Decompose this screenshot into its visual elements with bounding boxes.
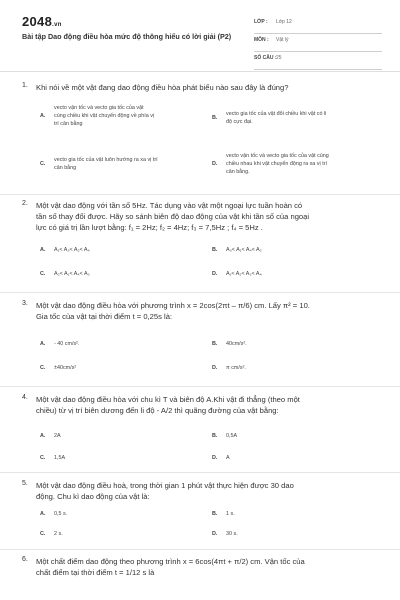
option-text: 0,5A — [226, 433, 238, 439]
option-letter: D. — [212, 531, 218, 537]
option-letter: A. — [40, 341, 46, 347]
option-text: vecto gia tốc của vật đổi chiều khi vật có li độ cực đại. — [226, 111, 327, 125]
option-text: 0,5 s. — [54, 511, 68, 517]
option-letter: A. — [40, 511, 46, 517]
meta-value: Vật lý — [276, 37, 289, 43]
option-text: π cm/s². — [226, 365, 246, 371]
option-letter: C. — [40, 271, 46, 277]
option-letter: A. — [40, 433, 46, 439]
option-text: A₂< A₁< A₄< A₃ — [54, 271, 90, 277]
header-divider — [0, 71, 400, 72]
question-6 — [22, 556, 382, 586]
question-divider — [0, 549, 400, 550]
question-5 — [22, 480, 382, 550]
meta-row-class — [254, 16, 382, 34]
question-number: 6. — [22, 556, 28, 563]
option-text: 2A — [54, 433, 61, 439]
site-logo[interactable]: 2048.vn — [22, 14, 62, 29]
option-text: A — [226, 455, 230, 461]
option-letter: B. — [212, 341, 218, 347]
option-letter: A. — [40, 113, 46, 119]
option-letter: B. — [212, 247, 218, 253]
document-meta — [254, 16, 382, 70]
option-text: vecto vận tốc và vecto gia tốc của vật cùng chiều khi vật chuyển động về phía vị trí cân bằng — [54, 105, 155, 127]
question-1 — [22, 82, 382, 192]
question-text: Một vật dao động điều hòa với chu kì T và biên độ A.Khi vật đi thẳng (theo một chiều) từ vị trí biên dương đến li độ - A/2 thì quãng đường của vật bằng: — [36, 395, 300, 415]
question-4 — [22, 394, 382, 476]
question-text: Một vật dao động điều hoà, trong thời gian 1 phút vật thực hiện được 30 dao động. Chu kì dao động của vật là: — [36, 481, 294, 501]
option-letter: D. — [212, 161, 218, 167]
question-text: Một vật dao động điều hòa với phương trình x = 2cos(2πt – π/6) cm. Lấy π² = 10. Gia tốc của vật tại thời điểm t = 0,25s là: — [36, 301, 310, 321]
meta-row-subject — [254, 34, 382, 52]
question-text: Khi nói về một vật đang dao động điều hòa phát biểu nào sau đây là đúng? — [36, 83, 289, 92]
question-number: 2. — [22, 200, 28, 207]
question-text: Một vật dao động với tần số 5Hz. Tác dụng vào vật một ngoại lực tuần hoàn có tần số thay đổi được. Hãy so sánh biên độ dao động của vật khi tần số của ngoại lực có giá trị lần lượt bằng: f₁ = 2Hz; f₂ = 4Hz; f₃ = 7,5Hz ; f₄ = 5Hz . — [36, 201, 310, 232]
option-text: 1 s. — [226, 511, 235, 517]
option-text: 2 s. — [54, 531, 63, 537]
question-2 — [22, 200, 382, 288]
question-divider — [0, 292, 400, 293]
meta-key: SỐ CÂU : — [254, 55, 277, 61]
option-text: vecto gia tốc của vật luôn hướng ra xa vị trí cân bằng — [54, 157, 158, 171]
document-title: Bài tập Dao động điều hòa mức độ thông hiểu có lời giải (P2) — [22, 32, 232, 41]
option-text: 40cm/s². — [226, 341, 247, 347]
question-divider — [0, 194, 400, 195]
question-number: 1. — [22, 82, 28, 89]
meta-key: LỚP : — [254, 19, 268, 25]
question-3 — [22, 300, 382, 382]
question-text: Một chất điểm dao động theo phương trình x = 6cos(4πt + π/2) cm. Vận tốc của chất điểm tại thời điểm t = 1/12 s là — [36, 557, 305, 577]
option-letter: C. — [40, 161, 46, 167]
question-divider — [0, 472, 400, 473]
option-letter: C. — [40, 531, 46, 537]
option-text: 1,5A — [54, 455, 66, 461]
meta-key: MÔN : — [254, 37, 269, 43]
option-letter: B. — [212, 433, 218, 439]
option-letter: D. — [212, 365, 218, 371]
option-text: 30 s. — [226, 531, 238, 537]
option-text: A₁< A₃< A₂< A₄ — [54, 247, 90, 253]
option-text: - 40 cm/s². — [54, 341, 80, 347]
option-text: ±40cm/s² — [54, 365, 77, 371]
option-text: A₃< A₁< A₄< A₂ — [226, 247, 262, 253]
question-number: 4. — [22, 394, 28, 401]
option-letter: D. — [212, 455, 218, 461]
option-text: vecto vận tốc và vecto gia tốc của vật cùng chiều nhau khi vật chuyển động ra xa vị trí cân bằng. — [226, 153, 329, 175]
option-letter: A. — [40, 247, 46, 253]
option-text: A₁< A₂< A₃< A₄ — [226, 271, 262, 277]
question-number: 5. — [22, 480, 28, 487]
meta-row-count — [254, 52, 382, 70]
option-letter: C. — [40, 455, 46, 461]
meta-value: Lớp 12 — [276, 19, 292, 25]
meta-value: 25 — [276, 55, 282, 61]
option-letter: B. — [212, 115, 218, 121]
option-letter: C. — [40, 365, 46, 371]
question-divider — [0, 386, 400, 387]
question-number: 3. — [22, 300, 28, 307]
option-letter: B. — [212, 511, 218, 517]
document-header — [22, 14, 382, 64]
option-letter: D. — [212, 271, 218, 277]
